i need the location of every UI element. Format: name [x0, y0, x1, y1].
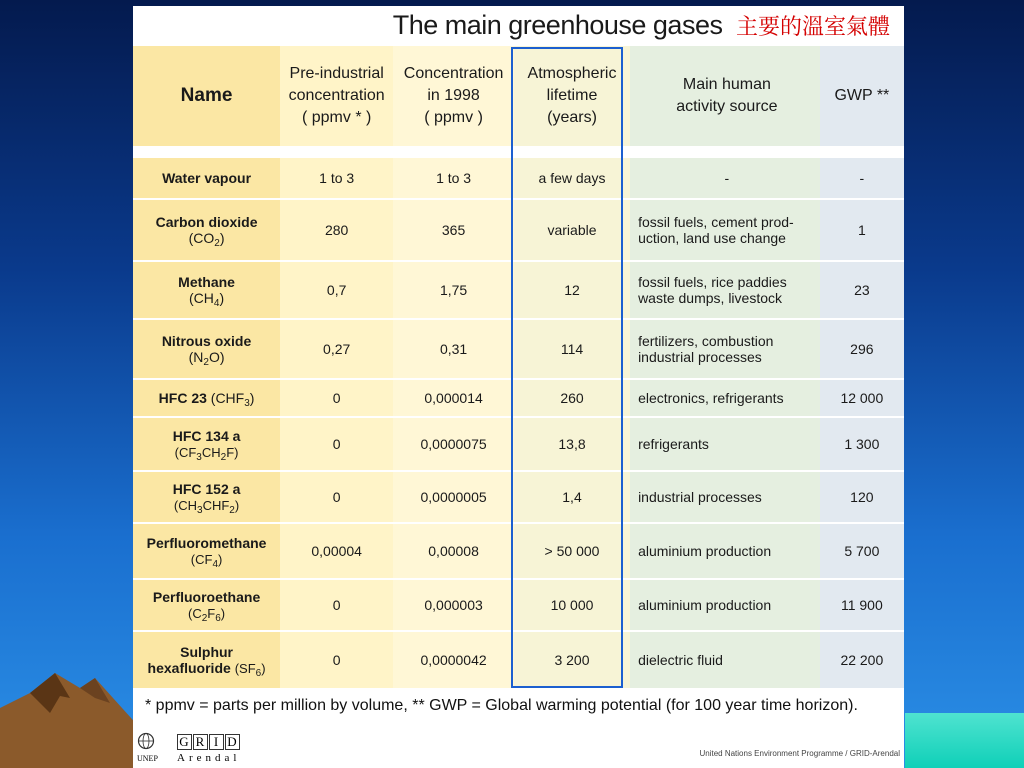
header-row: [133, 46, 904, 146]
gas-formula: [188, 290, 225, 309]
gas-name: Sulphur: [180, 644, 233, 660]
formula-text: ): [219, 290, 225, 306]
col-header-con-line1: Concentration: [403, 65, 504, 82]
source-line: fertilizers, combustion: [638, 333, 774, 349]
table-row: [133, 158, 904, 200]
formula-text: ): [249, 390, 255, 406]
cell-source: [630, 632, 820, 690]
cell-lifetime: a few days: [514, 158, 630, 200]
cell-gas-name: [133, 632, 280, 690]
cell-source: [630, 524, 820, 580]
gas-formula: [188, 349, 225, 368]
formula-text: (CHF: [210, 390, 245, 406]
cell-source: [630, 380, 820, 418]
gas-name: Nitrous oxide: [161, 333, 252, 349]
cell-source: [630, 580, 820, 632]
cell-concentration: 0,31: [393, 320, 514, 380]
cell-concentration: 0,000003: [393, 580, 514, 632]
formula-subscript: 3: [244, 398, 250, 409]
cell-source: [630, 472, 820, 524]
formula-text: (CH: [188, 290, 214, 306]
cell-source: [630, 262, 820, 320]
cell-lifetime: 260: [514, 380, 630, 418]
source-line: industrial processes: [638, 489, 762, 505]
formula-subscript: 3: [197, 505, 203, 516]
cell-concentration: 0,0000075: [393, 418, 514, 472]
col-header-name: Name: [133, 46, 280, 146]
cell-gwp: 296: [820, 320, 904, 380]
col-header-pre-line3: ( ppmv * ): [301, 109, 372, 126]
cell-source: [630, 158, 820, 200]
gas-name: HFC 152 a: [172, 481, 241, 497]
formula-subscript: 2: [220, 452, 227, 463]
col-header-pre-line1: Pre-industrial: [289, 65, 384, 82]
cell-gwp: 12 000: [820, 380, 904, 418]
cell-gas-name: [133, 472, 280, 524]
formula-subscript: 2: [201, 613, 208, 624]
logo-area: [137, 728, 277, 768]
cell-concentration: 0,0000042: [393, 632, 514, 690]
cell-lifetime: 10 000: [514, 580, 630, 632]
cell-gwp: 5 700: [820, 524, 904, 580]
cell-preindustrial: 1 to 3: [280, 158, 393, 200]
cell-gwp: 120: [820, 472, 904, 524]
col-header-source: [630, 46, 820, 146]
cell-gas-name: [133, 200, 280, 262]
formula-text: ): [219, 230, 225, 246]
cell-gwp: -: [820, 158, 904, 200]
source-line: refrigerants: [638, 436, 709, 452]
formula-subscript: 6: [215, 613, 221, 624]
cell-source: [630, 418, 820, 472]
formula-text: CH: [201, 445, 221, 460]
grid-letter: G: [177, 734, 192, 750]
grid-letter: R: [193, 734, 208, 750]
gas-name: Perfluoroethane: [152, 589, 261, 605]
table-row: [133, 380, 904, 418]
cell-lifetime: 12: [514, 262, 630, 320]
cell-gwp: 23: [820, 262, 904, 320]
cell-concentration: 1 to 3: [393, 158, 514, 200]
gas-formula: [210, 390, 255, 409]
cell-preindustrial: 0,00004: [280, 524, 393, 580]
cell-lifetime: variable: [514, 200, 630, 262]
table-row: [133, 418, 904, 472]
cell-gwp: 1 300: [820, 418, 904, 472]
col-header-atm-line2: lifetime: [546, 87, 598, 104]
source-line: aluminium production: [638, 597, 772, 613]
gas-formula: [173, 498, 240, 516]
table-row: [133, 262, 904, 320]
cell-gwp: 1: [820, 200, 904, 262]
formula-text: (CH: [173, 498, 198, 513]
col-header-gwp: GWP **: [820, 46, 904, 146]
col-header-src-line2: activity source: [676, 98, 778, 115]
cell-preindustrial: 0,27: [280, 320, 393, 380]
source-line: fossil fuels, cement prod-: [638, 214, 794, 230]
cell-lifetime: 114: [514, 320, 630, 380]
cell-preindustrial: 0: [280, 380, 393, 418]
cell-gas-name: [133, 158, 280, 200]
footnote: * ppmv = parts per million by volume, ** GWP = Global warming potential (for 100 year time horizon).: [145, 697, 858, 714]
formula-text: CHF: [202, 498, 230, 513]
cell-gas-name: [133, 262, 280, 320]
cell-gas-name: [133, 418, 280, 472]
cell-gas-name: [133, 380, 280, 418]
cell-concentration: 0,0000005: [393, 472, 514, 524]
gas-name: Carbon dioxide: [155, 214, 258, 230]
cell-preindustrial: 0,7: [280, 262, 393, 320]
col-header-concentration: [393, 46, 514, 146]
formula-text: (CF: [174, 445, 197, 460]
cell-gwp: 22 200: [820, 632, 904, 690]
formula-subscript: 4: [213, 298, 220, 309]
gas-name: Methane: [178, 274, 235, 290]
gas-name: Perfluoromethane: [146, 535, 267, 551]
gas-formula: [190, 552, 223, 570]
cell-lifetime: 13,8: [514, 418, 630, 472]
grid-arendal-logo: [177, 734, 241, 764]
col-header-preindustrial: [280, 46, 393, 146]
formula-subscript: 3: [196, 452, 202, 463]
table-row: [133, 472, 904, 524]
source-line: waste dumps, livestock: [638, 290, 783, 306]
mountain-graphic: [0, 668, 140, 768]
formula-text: F): [226, 445, 239, 460]
cell-concentration: 0,00008: [393, 524, 514, 580]
formula-subscript: 4: [212, 559, 218, 570]
formula-subscript: 2: [203, 357, 209, 368]
unep-label: UNEP: [137, 754, 158, 763]
formula-text: O): [208, 349, 225, 365]
source-line: electronics, refrigerants: [638, 390, 784, 406]
cell-source: [630, 200, 820, 262]
source-line: industrial processes: [638, 349, 762, 365]
gas-name: Water vapour: [162, 170, 252, 186]
col-header-atm-line1: Atmospheric: [527, 65, 617, 82]
table-row: [133, 632, 904, 690]
cell-gas-name: [133, 580, 280, 632]
gas-formula: [174, 445, 239, 463]
table-row: [133, 524, 904, 580]
cell-gas-name: [133, 524, 280, 580]
cell-preindustrial: 280: [280, 200, 393, 262]
col-header-src-line1: Main human: [682, 76, 771, 93]
gas-formula: [187, 606, 226, 624]
formula-text: ): [234, 498, 240, 513]
col-header-pre-line2: concentration: [288, 87, 385, 104]
table-row: [133, 580, 904, 632]
cell-preindustrial: 0: [280, 472, 393, 524]
gas-name: HFC 134 a: [172, 428, 241, 444]
formula-text: ): [261, 661, 266, 676]
teal-bar: [905, 713, 1024, 768]
slide-panel: [133, 6, 904, 768]
cell-gas-name: [133, 320, 280, 380]
formula-text: (C: [187, 606, 202, 621]
formula-subscript: 2: [229, 505, 235, 516]
cell-concentration: 1,75: [393, 262, 514, 320]
gas-name-line2: hexafluoride: [147, 660, 231, 676]
unep-globe-icon: [137, 732, 155, 750]
col-header-con-line2: in 1998: [427, 87, 480, 104]
cell-source: [630, 320, 820, 380]
table-row: [133, 320, 904, 380]
col-header-atm-line3: (years): [547, 109, 597, 126]
cell-preindustrial: 0: [280, 580, 393, 632]
gas-formula: [234, 661, 266, 679]
source-line: uction, land use change: [638, 230, 786, 246]
formula-text: ): [220, 606, 226, 621]
gas-name: HFC 23: [158, 390, 207, 406]
title-english: The main greenhouse gases: [392, 10, 723, 40]
formula-text: (N: [188, 349, 204, 365]
cell-lifetime: > 50 000: [514, 524, 630, 580]
cell-preindustrial: 0: [280, 632, 393, 690]
formula-text: ): [218, 552, 223, 567]
greenhouse-gas-table: [133, 46, 904, 690]
formula-text: (CF: [190, 552, 213, 567]
cell-concentration: 0,000014: [393, 380, 514, 418]
source-line: dielectric fluid: [638, 652, 723, 668]
cell-lifetime: 1,4: [514, 472, 630, 524]
formula-text: (SF: [234, 661, 256, 676]
cell-concentration: 365: [393, 200, 514, 262]
slide-title: [133, 10, 904, 46]
col-header-lifetime: [514, 46, 630, 146]
grid-letter: I: [209, 734, 224, 750]
cell-preindustrial: 0: [280, 418, 393, 472]
cell-lifetime: 3 200: [514, 632, 630, 690]
source-line: aluminium production: [638, 543, 772, 559]
credit-line: United Nations Environment Programme / GRID-Arendal: [699, 749, 900, 758]
formula-subscript: 2: [214, 238, 220, 249]
formula-text: F: [207, 606, 216, 621]
formula-subscript: 6: [255, 668, 262, 679]
source-line: -: [724, 170, 730, 186]
title-chinese: 主要的溫室氣體: [735, 15, 890, 40]
grid-letter: D: [225, 734, 240, 750]
source-line: fossil fuels, rice paddies: [638, 274, 787, 290]
col-header-con-line3: ( ppmv ): [424, 109, 483, 126]
cell-gwp: 11 900: [820, 580, 904, 632]
gas-formula: [188, 230, 225, 249]
table-row: [133, 200, 904, 262]
arendal-label: Arendal: [177, 752, 241, 764]
formula-text: (CO: [188, 230, 215, 246]
